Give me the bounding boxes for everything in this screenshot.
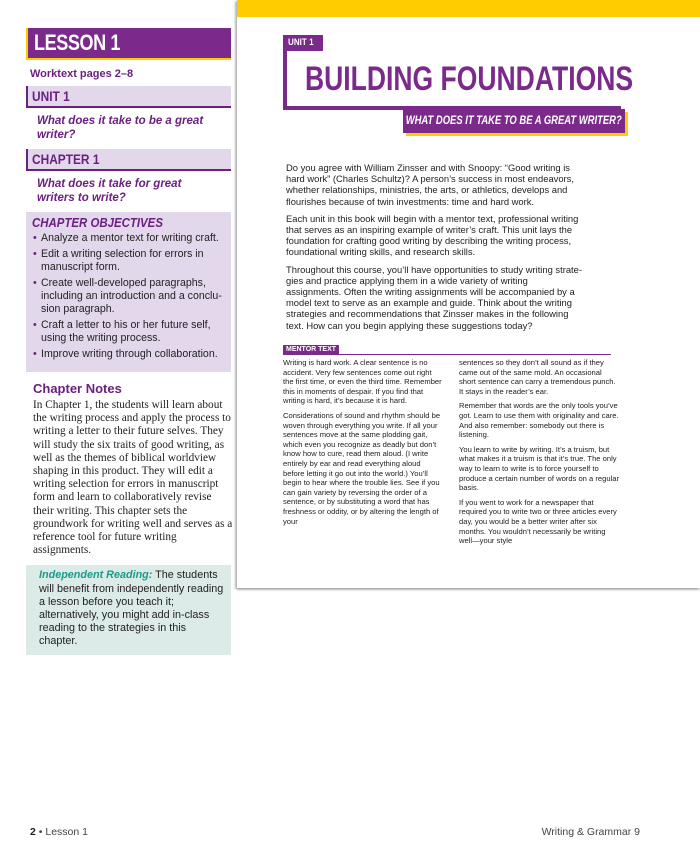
page-top-bar bbox=[237, 0, 700, 17]
objectives-title: CHAPTER OBJECTIVES bbox=[32, 215, 163, 230]
unit-heading-text: UNIT 1 bbox=[32, 88, 70, 104]
objective-item: • Create well-developed paragraphs, including an introduction and a conclusion paragraph. bbox=[33, 277, 222, 315]
mentor-paragraph: Remember that words are the only tools you’ve got. Learn to use them with originality and care. And also remember: somebody out there is listening. bbox=[459, 401, 619, 440]
unit-tab: UNIT 1 bbox=[283, 35, 323, 51]
intro-paragraph: Do you agree with William Zinsser and with Snoopy: “Good writing is hard work” (Charles Schultz)? A person’s success in most endeavors, whether relationships, ministries, the arts, or athletics, develops and flourishes because of twin investments: time and hard work. bbox=[286, 162, 574, 207]
unit-question: What does it take to be a great writer? bbox=[37, 115, 204, 141]
chapter-notes-title: Chapter Notes bbox=[33, 381, 122, 396]
objective-item: • Craft a letter to his or her future self, using the writing process. bbox=[33, 319, 211, 344]
mentor-paragraph: Considerations of sound and rhythm should be woven through everything you write. If all your sentences move at the same plodding gait, which even you recognize as deadly but don’t know how to cure, read them aloud. (I write entirely by ear and read everything aloud before letting it go out into the world.) You’ll begin to hear where the trouble lies. See if you can gain variety by reversing the order of a sentence, or by substituting a word that has freshness or oddity, or by altering the length of your bbox=[283, 410, 441, 526]
mentor-paragraph: Writing is hard work. A clear sentence is no accident. Very few sentences come out right the first time, or even the third time. Remember this in moments of despair. If you find that writing is hard, it’s because it is hard. bbox=[283, 358, 442, 406]
mentor-paragraph: sentences so they don’t all sound as if they came out of the same mold. An occasional short sentence can carry a tremendous punch. It stays in the reader’s ear. bbox=[459, 358, 616, 396]
independent-reading-label: Independent Reading: bbox=[39, 569, 153, 582]
independent-reading-box bbox=[26, 565, 231, 654]
objective-item: • Improve writing through collaboration. bbox=[33, 348, 218, 360]
chapter-heading-text: CHAPTER 1 bbox=[32, 151, 100, 167]
mentor-text-label: MENTOR TEXT bbox=[283, 345, 339, 355]
lesson-banner bbox=[26, 28, 231, 60]
page-number: 2 bbox=[30, 826, 36, 838]
bullet-icon: • bbox=[33, 319, 37, 331]
unit-title: BUILDING FOUNDATIONS bbox=[305, 60, 634, 98]
worktext-page-thumbnail bbox=[237, 0, 700, 588]
objective-item: • Analyze a mentor text for writing craft. bbox=[33, 232, 219, 244]
bullet-icon: • bbox=[33, 232, 37, 244]
intro-paragraph: Each unit in this book will begin with a mentor text, professional writing that serves as an inspiring example of writer’s craft. This unit lays the foundation for crafting good writing by describing the writing process, foundational writing skills, and research skills. bbox=[286, 212, 579, 258]
objectives-list bbox=[32, 232, 225, 361]
unit-subtitle bbox=[403, 109, 625, 133]
intro-paragraph: Throughout this course, you’ll have opportunities to study writing strategies and practice applying them in a wide variety of writing assignments. Often the writing assignments will be accompanied by a model text to serve as an example and guide. Think about the writing strategies and recommendations that Zinsser makes in the following text. How can you begin applying these suggestions today? bbox=[286, 263, 582, 331]
mentor-text-column-left bbox=[283, 358, 443, 531]
intro-text bbox=[286, 162, 582, 337]
chapter-notes-body: In Chapter 1, the students will learn about the writing process and apply the process to writing a letter to their future selves. They will study the six traits of good writing, as well as the themes of biblical worldview shaping in this product. They will edit a writing selection for errors in manuscript form and learn to collaboratively revise their writing. This chapter sets the groundwork for writing well and serves as a reference tool for future writing assignments. bbox=[33, 399, 233, 557]
unit-subtitle-text: WHAT DOES IT TAKE TO BE A GREAT WRITER? bbox=[406, 115, 623, 127]
bullet-icon: • bbox=[33, 348, 37, 360]
chapter-question: What does it take for great writers to write? bbox=[37, 178, 182, 204]
independent-reading-text: The students will benefit from independently reading a lesson before you teach it; alternatively, you might add in-class reading to the strategies in this chapter. bbox=[39, 569, 224, 648]
mentor-paragraph: If you went to work for a newspaper that required you to write two or three articles every day, you would be a better writer after six months. You wouldn’t necessarily be writing well—your style bbox=[459, 497, 617, 546]
worktext-pages: Worktext pages 2–8 bbox=[30, 68, 134, 80]
lesson-title: LESSON 1 bbox=[34, 30, 120, 55]
lesson-sidebar bbox=[26, 28, 231, 655]
footer-book-title: Writing & Grammar 9 bbox=[541, 826, 640, 838]
footer-separator: • bbox=[38, 826, 43, 838]
bullet-icon: • bbox=[33, 248, 37, 260]
footer-left bbox=[30, 826, 88, 838]
mentor-paragraph: You learn to write by writing. It’s a truism, but what makes it a truism is that it’s true. The only way to learn to write is to force yourself to produce a certain number of words on a regular basis. bbox=[459, 444, 619, 493]
chapter-heading bbox=[26, 149, 231, 171]
footer-lesson: Lesson 1 bbox=[45, 826, 88, 838]
chapter-objectives bbox=[26, 212, 231, 372]
mentor-text-column-right bbox=[459, 358, 619, 551]
bullet-icon: • bbox=[33, 277, 37, 289]
objective-item: • Edit a writing selection for errors in manuscript form. bbox=[33, 248, 204, 273]
unit-heading bbox=[26, 86, 231, 108]
